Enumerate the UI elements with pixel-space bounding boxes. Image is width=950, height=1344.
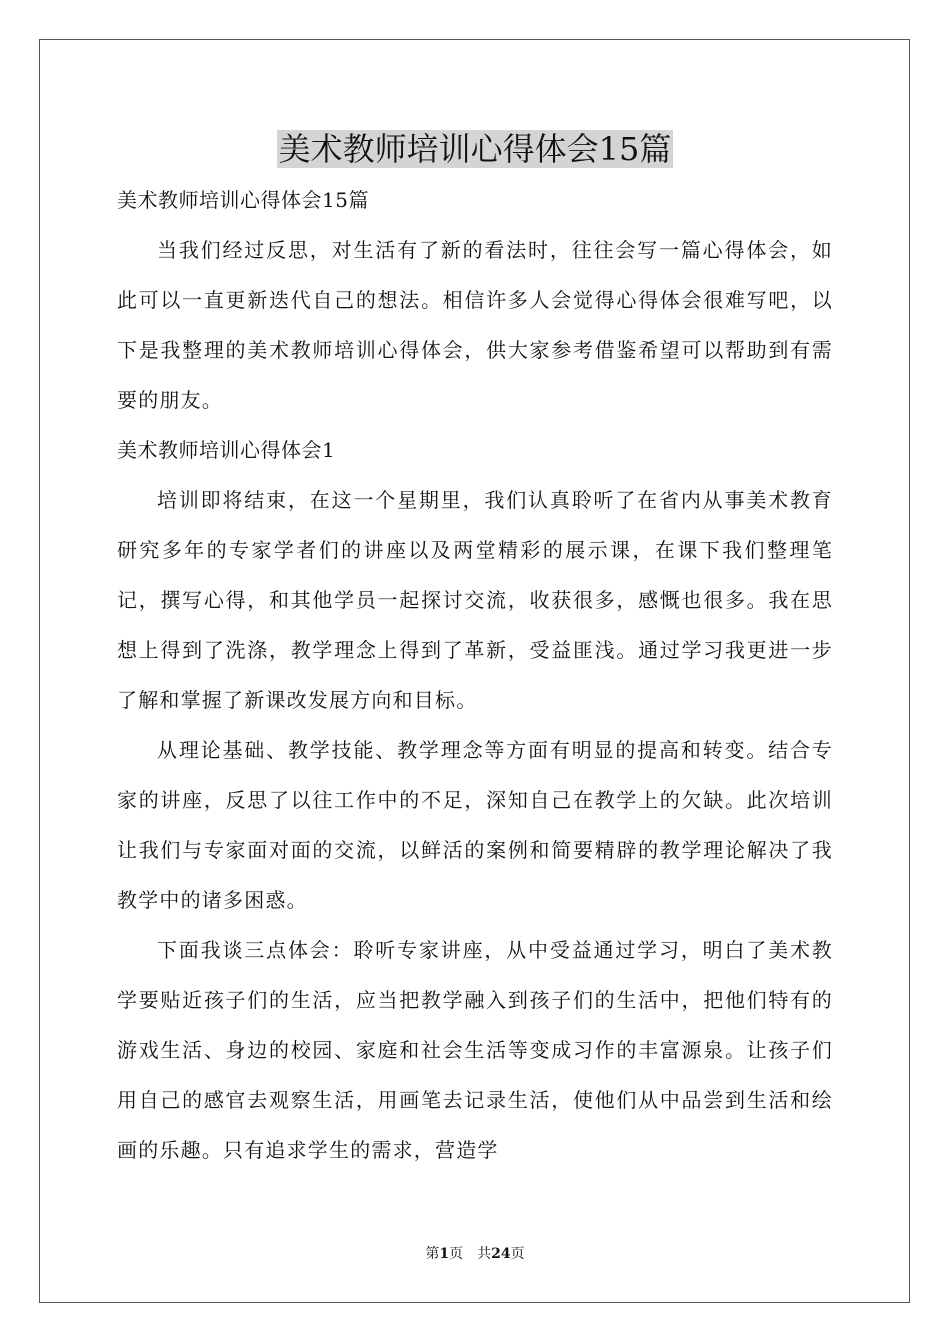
body-paragraph-3: 下面我谈三点体会：聆听专家讲座，从中受益通过学习，明白了美术教学要贴近孩子们的生活，应当把教学融入到孩子们的生活中，把他们特有的游戏生活、身边的校园、家庭和社会生活等变成习作的丰富源泉。让孩子们用自己的感官去观察生活，用画笔去记录生活，使他们从中品尝到生活和绘画的乐趣。只有追求学生的需求，营造学 [117, 938, 833, 1162]
page-suffix: 页 [449, 1246, 464, 1262]
total-suffix: 页 [510, 1246, 525, 1262]
intro-paragraph: 当我们经过反思，对生活有了新的看法时，往往会写一篇心得体会，如此可以一直更新迭代自己的想法。相信许多人会觉得心得体会很难写吧，以下是我整理的美术教师培训心得体会，供大家参考借鉴希望可以帮助到有需要的朋友。 [117, 238, 833, 412]
document-body [117, 175, 833, 1175]
total-pages: 24 [491, 1246, 511, 1262]
page-number: 1 [439, 1246, 450, 1262]
body-paragraph-1: 培训即将结束，在这一个星期里，我们认真聆听了在省内从事美术教育研究多年的专家学者们的讲座以及两堂精彩的展示课，在课下我们整理笔记，撰写心得，和其他学员一起探讨交流，收获很多，感慨也很多。我在思想上得到了洗涤，教学理念上得到了革新，受益匪浅。通过学习我更进一步了解和掌握了新课改发展方向和目标。 [117, 488, 833, 712]
total-prefix: 共 [477, 1246, 492, 1262]
document-title [0, 124, 950, 174]
page-prefix: 第 [425, 1246, 440, 1262]
document-title-text: 美术教师培训心得体会15篇 [278, 130, 672, 168]
body-paragraph-2: 从理论基础、教学技能、教学理念等方面有明显的提高和转变。结合专家的讲座，反思了以往工作中的不足，深知自己在教学上的欠缺。此次培训让我们与专家面对面的交流，以鲜活的案例和简要精辟的教学理论解决了我教学中的诸多困惑。 [117, 738, 833, 912]
section-heading: 美术教师培训心得体会1 [117, 438, 336, 462]
document-subtitle: 美术教师培训心得体会15篇 [117, 188, 369, 212]
page-footer [0, 1244, 950, 1264]
